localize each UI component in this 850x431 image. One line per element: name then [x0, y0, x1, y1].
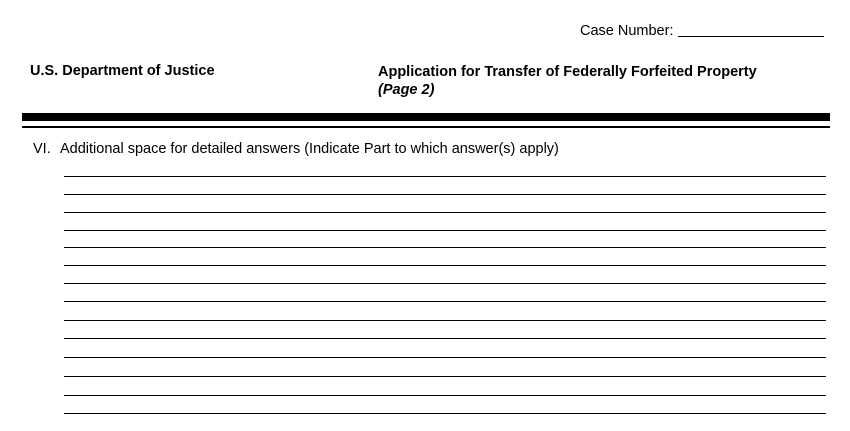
answer-line[interactable] — [64, 176, 826, 177]
case-number-label: Case Number: — [580, 23, 674, 39]
header-divider-thick — [22, 113, 830, 121]
department-name: U.S. Department of Justice — [30, 63, 215, 79]
answer-line[interactable] — [64, 212, 826, 213]
form-page-number: (Page 2) — [378, 82, 435, 98]
answer-line[interactable] — [64, 376, 826, 377]
answer-line[interactable] — [64, 301, 826, 302]
answer-line[interactable] — [64, 283, 826, 284]
section-heading: Additional space for detailed answers (Indicate Part to which answer(s) apply) — [60, 141, 559, 157]
form-title: Application for Transfer of Federally Forfeited Property — [378, 64, 757, 80]
header-divider-thin — [22, 126, 830, 128]
answer-line[interactable] — [64, 247, 826, 248]
answer-line[interactable] — [64, 194, 826, 195]
answer-line[interactable] — [64, 265, 826, 266]
answer-line[interactable] — [64, 395, 826, 396]
answer-line[interactable] — [64, 320, 826, 321]
answer-line[interactable] — [64, 413, 826, 414]
answer-line[interactable] — [64, 357, 826, 358]
case-number-field[interactable] — [678, 36, 824, 37]
answer-line[interactable] — [64, 338, 826, 339]
section-number: VI. — [33, 141, 51, 157]
answer-line[interactable] — [64, 230, 826, 231]
